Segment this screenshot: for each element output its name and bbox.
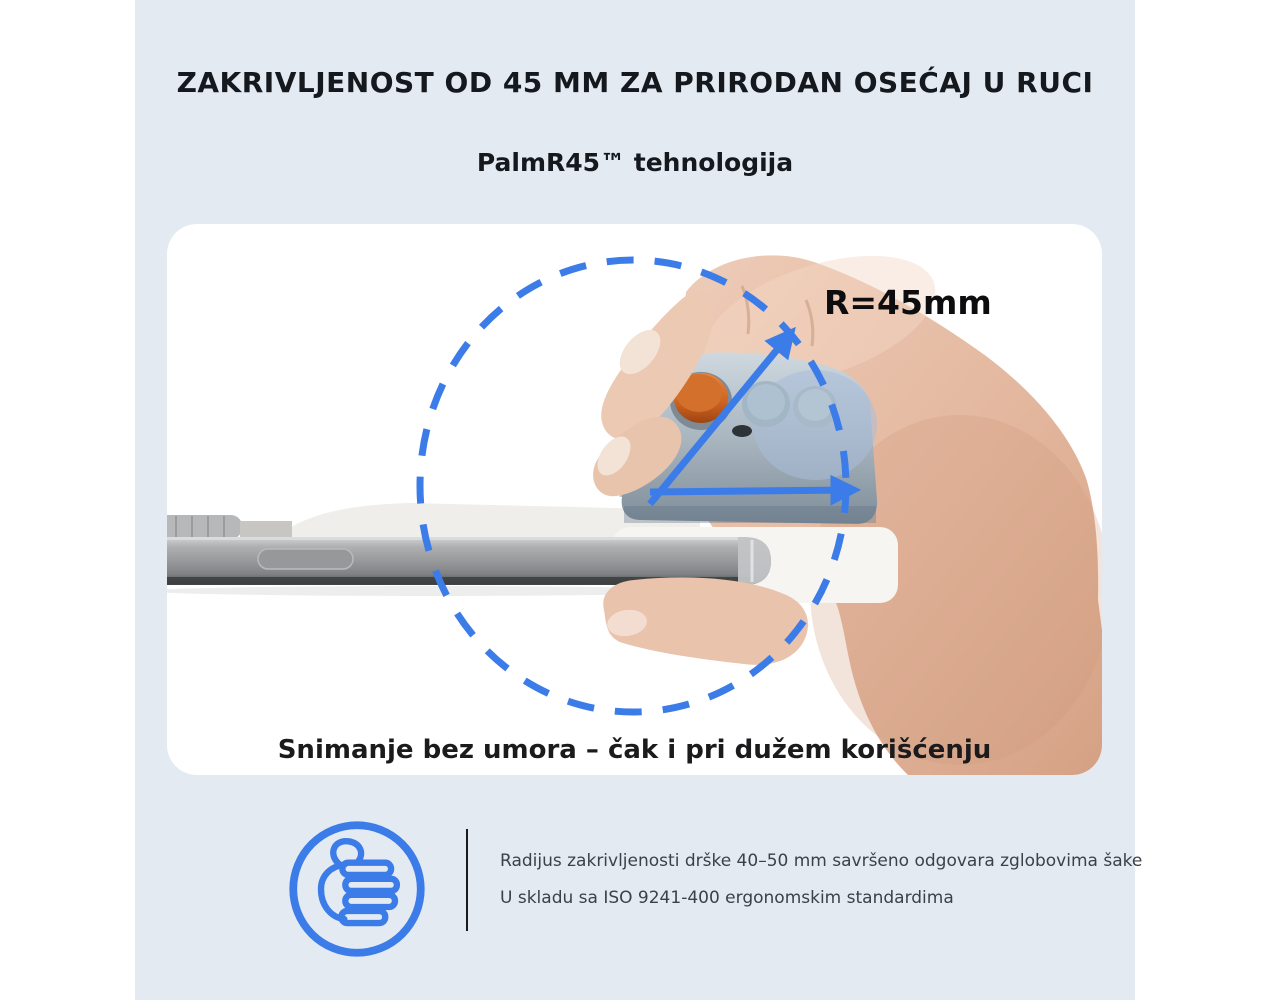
page-subtitle: PalmR45™ tehnologija [476,148,794,177]
content-panel [135,0,1143,1000]
radius-arrow-horizontal [650,490,852,492]
finger-bar [342,863,391,875]
photo-caption: Snimanje bez umora – čak i pri dužem korišćenju [277,735,992,765]
page-title: ZAKRIVLJENOST OD 45 MM ZA PRIRODAN OSEĆAJ U RUCI [176,66,1094,99]
ergonomics-note-1: Radijus zakrivljenosti drške 40–50 mm savršeno odgovara zglobovima šake [500,851,1143,871]
ergonomics-note-2: U skladu sa ISO 9241-400 ergonomskim standardima [500,888,954,908]
vertical-divider [466,829,468,931]
product-photo [167,224,1102,775]
finger-bar [341,911,385,923]
radius-label: R=45mm [824,283,992,322]
finger-bar [345,879,397,891]
thumb-stroke [333,841,361,866]
hand-grip-icon [284,816,430,962]
indicator-dot [732,425,752,437]
palm-stroke [321,865,344,920]
product-photo-card [167,224,1102,775]
phone-side-button [258,549,353,569]
finger-bar [345,895,395,907]
ergonomics-notes [500,843,1143,917]
phone-camera-bump [167,515,292,539]
